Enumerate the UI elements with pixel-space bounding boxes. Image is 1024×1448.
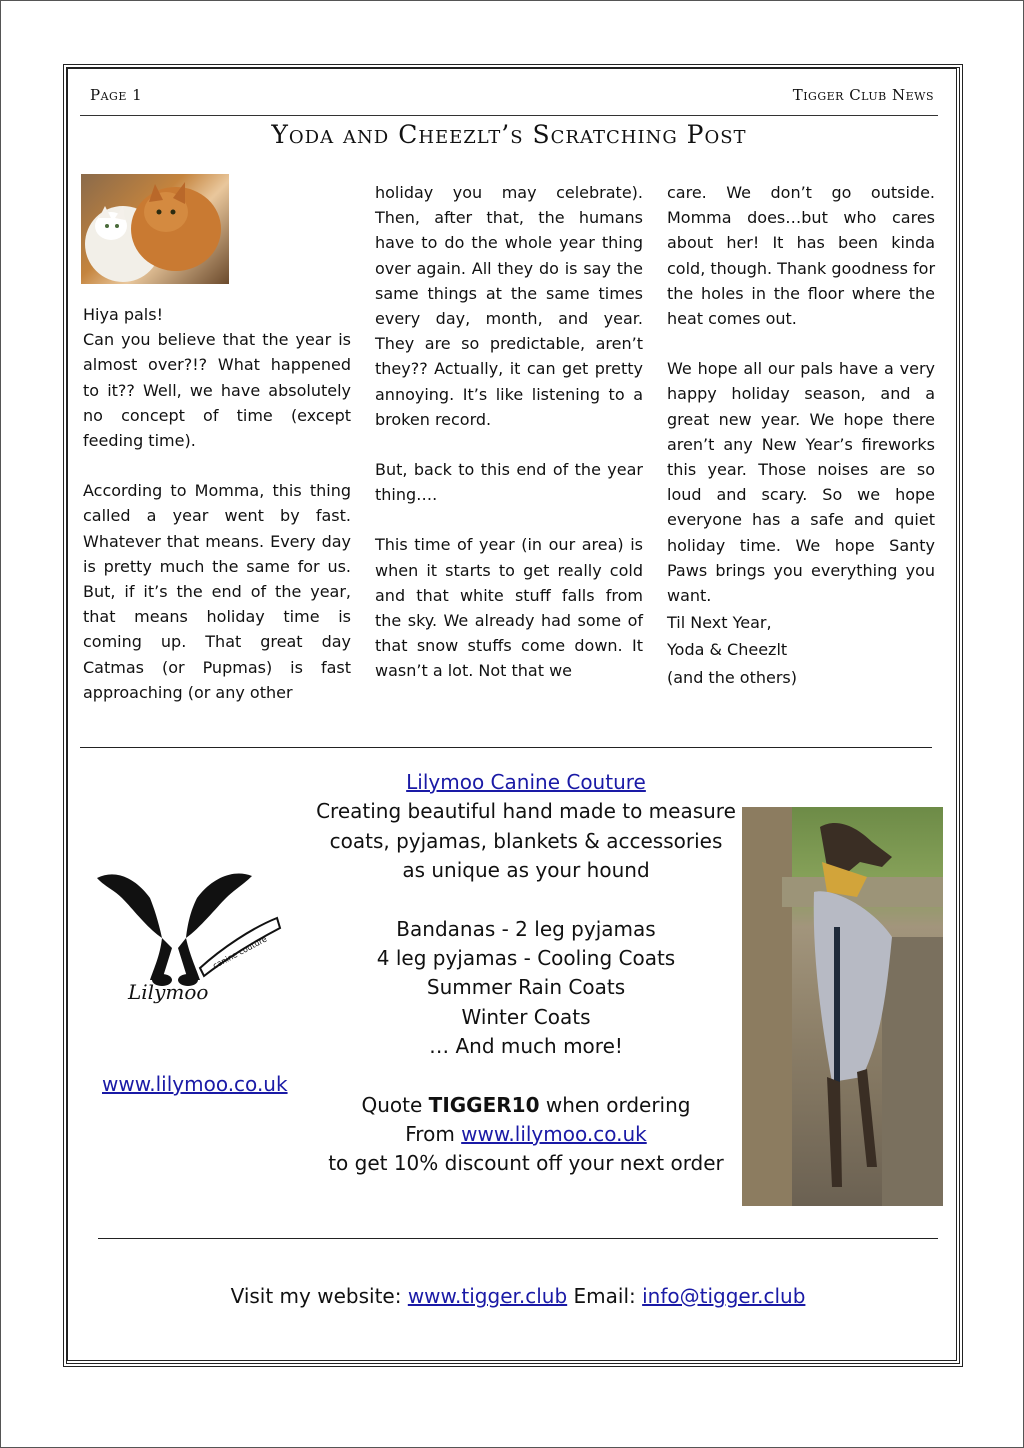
signoff: Til Next Year, bbox=[667, 613, 772, 633]
product-item: … And much more! bbox=[429, 1034, 623, 1059]
section-divider bbox=[80, 747, 932, 748]
discount-text: to get 10% discount off your next order bbox=[328, 1151, 724, 1176]
website-label: Visit my website: bbox=[230, 1284, 402, 1308]
page-number: Page 1 bbox=[90, 86, 143, 104]
lilymoo-logo bbox=[92, 868, 282, 1018]
greeting: Hiya pals! bbox=[83, 305, 163, 324]
signoff-others: (and the others) bbox=[667, 667, 797, 687]
cats-photo bbox=[81, 174, 229, 284]
paragraph: holiday you may celebrate). Then, after that, the humans have to do the whole year thing over again. All they do is say the same things at the same times every day, month, and year. They are so predictable, aren’t they?? Actually, it can get pretty annoying. It’s like listening to a broken record. bbox=[375, 183, 643, 429]
product-item: Summer Rain Coats bbox=[426, 975, 626, 1000]
paragraph: According to Momma, this thing called a year went by fast. Whatever that means. Every day is pretty much the same for us. But, if it’s the end of the year, that means holiday time is coming up. That great day Catmas (or Pupmas) is fast approaching (or any other bbox=[83, 481, 351, 702]
tigger-website-link[interactable]: www.tigger.club bbox=[407, 1284, 568, 1308]
product-item: Winter Coats bbox=[461, 1004, 591, 1029]
email-label: Email: bbox=[573, 1284, 636, 1308]
promo-suffix: when ordering bbox=[545, 1092, 691, 1117]
paragraph: We hope all our pals have a very happy holiday season, and a great new year. We hope there aren’t any New Year’s fireworks this year. Those noises are so loud and scary. So we hope everyone has a safe and quiet holiday time. We hope Santy Paws brings you everything you want. bbox=[667, 359, 935, 606]
article-column-3 bbox=[667, 180, 935, 690]
tigger-email-link[interactable]: info@tigger.club bbox=[642, 1284, 806, 1308]
article-title: Yoda and Cheezlt’s Scratching Post bbox=[271, 120, 747, 149]
from-line bbox=[316, 1120, 736, 1149]
lilymoo-site-link[interactable]: www.lilymoo.co.uk bbox=[461, 1122, 647, 1147]
logo-word: Lilymoo bbox=[128, 980, 209, 1004]
paragraph: But, back to this end of the year thing…. bbox=[375, 460, 643, 505]
logo-tagline: canine couture bbox=[211, 934, 269, 971]
article-column-1 bbox=[83, 302, 351, 705]
footer bbox=[98, 1284, 938, 1308]
dog-photo bbox=[742, 807, 943, 1206]
advert bbox=[316, 768, 736, 1179]
advert-tagline: Creating beautiful hand made to measure coats, pyjamas, blankets & accessories as unique as your hound bbox=[316, 799, 736, 883]
header-divider bbox=[80, 115, 938, 116]
product-item: Bandanas - 2 leg pyjamas bbox=[396, 916, 656, 941]
from-label: From bbox=[405, 1122, 455, 1147]
promo-prefix: Quote bbox=[361, 1092, 423, 1117]
paragraph: care. We don’t go outside. Momma does…but who cares about her! It has been kinda cold, though. Thank goodness for the holes in the floor where the heat comes out. bbox=[667, 183, 936, 329]
signoff-names: Yoda & Cheezlt bbox=[667, 640, 788, 660]
footer-divider bbox=[98, 1238, 938, 1239]
promo-line bbox=[316, 1091, 736, 1120]
paragraph: This time of year (in our area) is when it starts to get really cold and that white stuff falls from the sky. We already had some of that snow stuffs come down. It wasn’t a lot. Not that we bbox=[375, 535, 643, 681]
article-column-2 bbox=[375, 180, 643, 684]
newsletter-name: Tigger Club News bbox=[792, 86, 934, 104]
paragraph: Can you believe that the year is almost over?!? What happened to it?? Well, we have absolutely no concept of time (except feeding time). bbox=[83, 330, 351, 451]
lilymoo-brand-link[interactable]: Lilymoo Canine Couture bbox=[406, 770, 646, 794]
product-item: 4 leg pyjamas - Cooling Coats bbox=[376, 946, 676, 971]
promo-code: TIGGER10 bbox=[428, 1092, 540, 1117]
lilymoo-website-link[interactable]: www.lilymoo.co.uk bbox=[102, 1072, 288, 1096]
